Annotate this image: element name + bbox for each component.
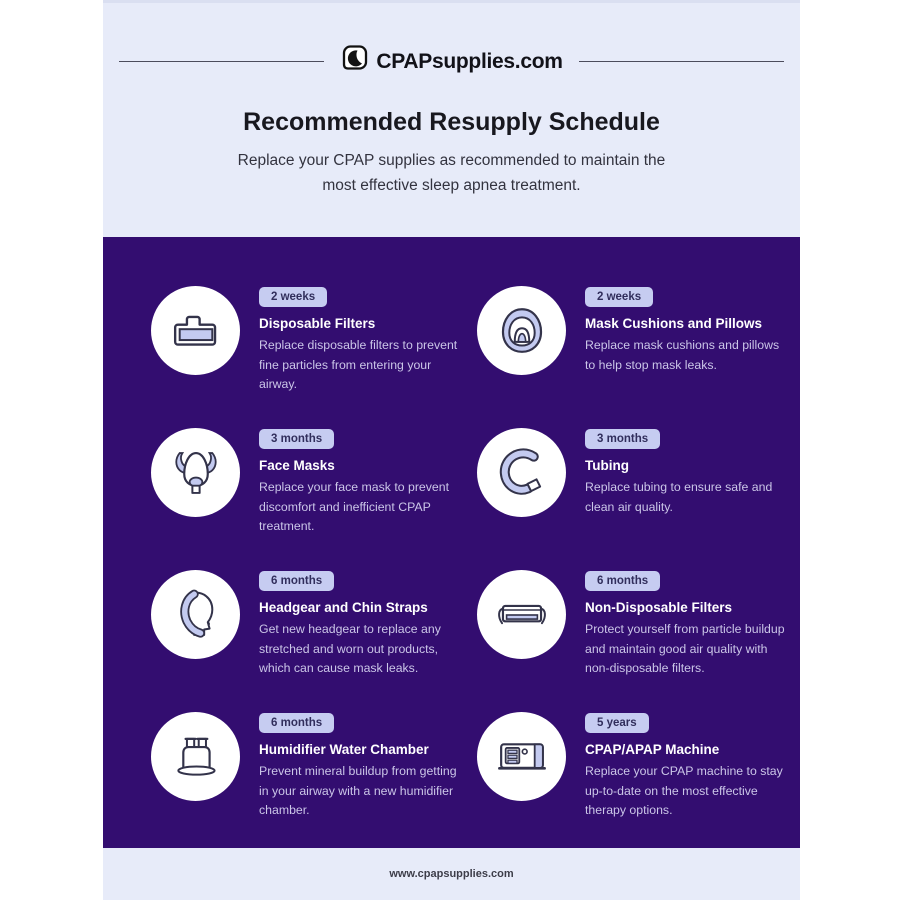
card-title: Headgear and Chin Straps xyxy=(259,600,428,616)
card-headgear-chin-straps xyxy=(151,570,459,679)
card-tubing xyxy=(477,428,785,537)
card-face-masks xyxy=(151,428,459,537)
tubing-icon xyxy=(477,428,566,517)
card-description: Replace tubing to ensure safe and clean air quality. xyxy=(585,480,773,514)
card-description: Replace disposable filters to prevent fine particles from entering your airway. xyxy=(259,338,458,392)
logo-row xyxy=(103,44,800,79)
cpap-machine-icon xyxy=(477,712,566,801)
page-title: Recommended Resupply Schedule xyxy=(243,108,660,136)
card-title: Mask Cushions and Pillows xyxy=(585,316,763,331)
card-non-disposable-filters xyxy=(477,570,785,679)
card-title: CPAP/APAP Machine xyxy=(585,742,720,758)
card-description: Replace your face mask to prevent discomfort and inefficient CPAP treatment. xyxy=(259,480,450,534)
brand-logo xyxy=(340,44,562,79)
humidifier-chamber-icon xyxy=(151,712,240,801)
card-description: Protect yourself from particle buildup and maintain good air quality with non-disposable filters. xyxy=(585,622,785,676)
resupply-schedule-section xyxy=(103,237,800,848)
card-mask-cushions xyxy=(477,286,785,395)
non-disposable-filter-icon xyxy=(477,570,566,659)
resupply-grid xyxy=(151,286,785,821)
interval-badge: 6 months xyxy=(585,571,660,591)
card-title: Face Masks xyxy=(259,458,335,474)
interval-badge: 5 years xyxy=(585,713,649,733)
card-title: Disposable Filters xyxy=(259,316,376,331)
moon-bubble-logo-icon xyxy=(340,44,370,79)
face-mask-icon xyxy=(151,428,240,517)
footer-url: www.cpapsupplies.com xyxy=(389,868,514,880)
card-title: Humidifier Water Chamber xyxy=(259,742,429,758)
interval-badge: 2 weeks xyxy=(259,287,327,307)
card-description: Get new headgear to replace any stretched and worn out products, which can cause mask leaks. xyxy=(259,622,441,676)
card-description: Replace your CPAP machine to stay up-to-date on the most effective therapy options. xyxy=(585,764,783,818)
card-title: Non-Disposable Filters xyxy=(585,600,733,616)
poster-sheet xyxy=(103,0,800,900)
card-disposable-filters xyxy=(151,286,459,395)
mask-cushion-icon xyxy=(477,286,566,375)
divider-line-right xyxy=(579,61,784,62)
card-humidifier-water-chamber xyxy=(151,712,459,821)
disposable-filter-icon xyxy=(151,286,240,375)
header-section xyxy=(103,0,800,237)
card-description: Replace mask cushions and pillows to help stop mask leaks. xyxy=(585,338,780,372)
interval-badge: 6 months xyxy=(259,571,334,591)
interval-badge: 3 months xyxy=(259,429,334,449)
divider-line-left xyxy=(119,61,324,62)
brand-wordmark: CPAPsupplies.com xyxy=(376,49,563,73)
interval-badge: 3 months xyxy=(585,429,660,449)
page-subtitle: Replace your CPAP supplies as recommended to maintain the most effective sleep apnea treatment. xyxy=(237,152,666,195)
footer-section xyxy=(103,848,800,900)
card-title: Tubing xyxy=(585,458,629,474)
headgear-chin-strap-icon xyxy=(151,570,240,659)
interval-badge: 6 months xyxy=(259,713,334,733)
card-description: Prevent mineral buildup from getting in your airway with a new humidifier chamber. xyxy=(259,764,457,818)
interval-badge: 2 weeks xyxy=(585,287,653,307)
card-cpap-apap-machine xyxy=(477,712,785,821)
